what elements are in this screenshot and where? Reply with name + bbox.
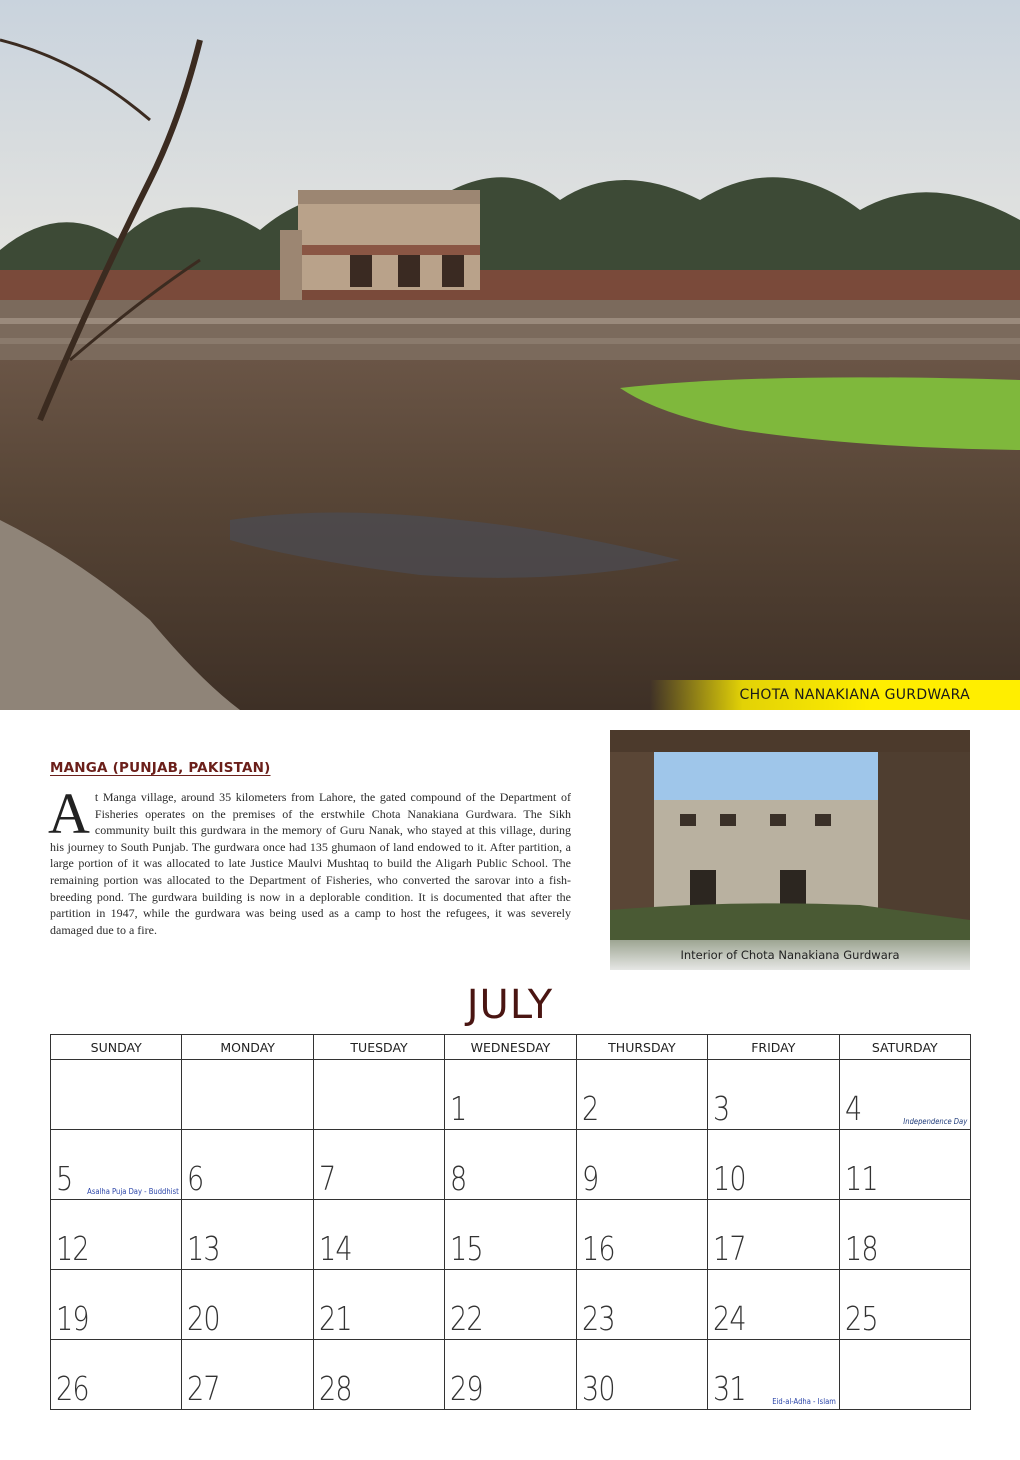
calendar-grid	[50, 1034, 971, 1410]
weekday-header: THURSDAY	[576, 1035, 707, 1060]
inset-photo-image	[610, 730, 970, 970]
day-number: 13	[187, 1229, 221, 1268]
day-number: 26	[56, 1369, 89, 1408]
day-number: 12	[56, 1229, 89, 1268]
calendar-day-cell	[839, 1340, 970, 1410]
article-text: t Manga village, around 35 kilometers from Lahore, the gated compound of the Department of Fisheries operates on the premises of the erstwhile Chota Nanakiana Gurdwara. The Sikh community built this gurdwara in the memory of Guru Nanak, who stayed at this village, during his journey to South Punjab. The gurdwara once had 135 ghumaon of land endowed to it. After partition, a large portion of it was allocated to late Justice Maulvi Mushtaq to build the Aligarh Public School. The remaining portion was allocated to the Department of Fisheries, who converted the sarovar into a fish-breeding pond. The gurdwara building is now in a deplorable condition. It is documented that after the partition in 1947, while the gurdwara was being used as a camp to host the refugees, it was severely damaged due to a fire.	[50, 790, 571, 937]
calendar-week-row	[51, 1270, 971, 1340]
day-number: 10	[713, 1159, 746, 1198]
day-number: 30	[581, 1369, 615, 1408]
day-number: 17	[713, 1229, 746, 1268]
calendar-day-cell	[182, 1060, 313, 1130]
hero-photo-image	[0, 0, 1020, 710]
calendar-day-cell	[313, 1270, 444, 1340]
calendar-day-cell	[576, 1060, 707, 1130]
calendar-day-cell	[708, 1130, 839, 1200]
calendar-day-cell	[708, 1340, 839, 1410]
calendar-day-cell	[182, 1200, 313, 1270]
day-number: 6	[187, 1159, 204, 1198]
day-number: 18	[844, 1229, 878, 1268]
day-number: 11	[844, 1159, 878, 1198]
calendar-day-cell	[182, 1130, 313, 1200]
day-number: 23	[581, 1299, 615, 1338]
article-heading: MANGA (PUNJAB, PAKISTAN)	[50, 760, 271, 776]
calendar-body	[51, 1060, 971, 1410]
calendar-day-cell	[445, 1340, 576, 1410]
inset-caption: Interior of Chota Nanakiana Gurdwara	[610, 940, 970, 970]
day-number: 25	[844, 1299, 878, 1338]
calendar-day-cell	[51, 1200, 182, 1270]
calendar-day-cell	[182, 1340, 313, 1410]
calendar-day-cell	[182, 1270, 313, 1340]
weekday-header: FRIDAY	[708, 1035, 839, 1060]
weekday-header-row	[51, 1035, 971, 1060]
day-number: 31	[713, 1369, 746, 1408]
holiday-label: Independence Day	[903, 1117, 967, 1126]
day-number: 9	[581, 1159, 599, 1198]
day-number: 24	[713, 1299, 746, 1338]
calendar-day-cell	[51, 1130, 182, 1200]
calendar-day-cell	[708, 1200, 839, 1270]
calendar-day-cell	[839, 1270, 970, 1340]
holiday-label: Eid-al-Adha - Islam	[771, 1397, 836, 1406]
month-title: JULY	[466, 982, 554, 1028]
weekday-header: TUESDAY	[313, 1035, 444, 1060]
day-number: 20	[187, 1299, 221, 1338]
day-number: 7	[318, 1159, 336, 1198]
day-number: 22	[450, 1299, 484, 1338]
calendar-week-row	[51, 1060, 971, 1130]
day-number: 16	[581, 1229, 615, 1268]
day-number: 28	[318, 1369, 352, 1408]
calendar-day-cell	[839, 1200, 970, 1270]
weekday-header: WEDNESDAY	[445, 1035, 576, 1060]
calendar-day-cell	[313, 1340, 444, 1410]
calendar-day-cell	[445, 1200, 576, 1270]
calendar-day-cell	[839, 1060, 970, 1130]
inset-photo	[610, 730, 970, 970]
calendar-day-cell	[313, 1200, 444, 1270]
calendar-week-row	[51, 1340, 971, 1410]
holiday-label: Asalha Puja Day - Buddhist	[86, 1187, 179, 1196]
calendar-day-cell	[313, 1060, 444, 1130]
day-number: 2	[581, 1089, 599, 1128]
day-number: 8	[450, 1159, 467, 1198]
hero-caption: CHOTA NANAKIANA GURDWARA	[650, 680, 1020, 710]
day-number: 19	[56, 1299, 89, 1338]
calendar-day-cell	[576, 1340, 707, 1410]
calendar-day-cell	[708, 1270, 839, 1340]
calendar-day-cell	[839, 1130, 970, 1200]
calendar-day-cell	[708, 1060, 839, 1130]
day-number: 14	[318, 1229, 352, 1268]
calendar-week-row	[51, 1130, 971, 1200]
day-number: 27	[187, 1369, 221, 1408]
day-number: 15	[450, 1229, 484, 1268]
calendar-day-cell	[576, 1130, 707, 1200]
calendar-day-cell	[51, 1060, 182, 1130]
article-body	[48, 781, 571, 938]
calendar-day-cell	[445, 1130, 576, 1200]
calendar-week-row	[51, 1200, 971, 1270]
calendar-day-cell	[313, 1130, 444, 1200]
calendar-day-cell	[51, 1270, 182, 1340]
hero-photo	[0, 0, 1020, 710]
day-number: 3	[713, 1089, 730, 1128]
calendar-day-cell	[445, 1060, 576, 1130]
calendar-day-cell	[51, 1340, 182, 1410]
calendar-day-cell	[445, 1270, 576, 1340]
day-number: 29	[450, 1369, 484, 1408]
calendar-day-cell	[576, 1270, 707, 1340]
day-number: 5	[56, 1159, 73, 1198]
day-number: 4	[844, 1089, 861, 1128]
weekday-header: MONDAY	[182, 1035, 313, 1060]
drop-cap: A	[48, 781, 90, 846]
day-number: 21	[318, 1299, 352, 1338]
weekday-header: SATURDAY	[839, 1035, 970, 1060]
day-number: 1	[450, 1089, 467, 1128]
calendar-day-cell	[576, 1200, 707, 1270]
weekday-header: SUNDAY	[51, 1035, 182, 1060]
article	[50, 760, 571, 938]
